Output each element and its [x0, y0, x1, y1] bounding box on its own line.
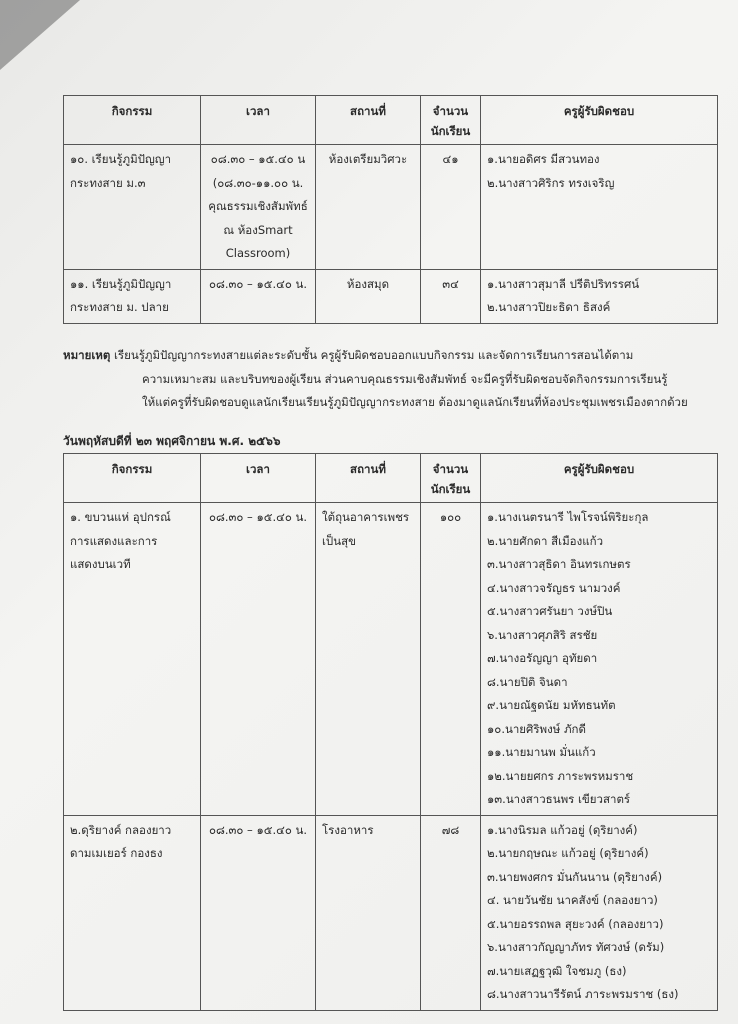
teachers-line: ๖.นางสาวศุภสิริ สรชัย: [487, 627, 598, 642]
column-header: เวลา: [201, 96, 316, 145]
table-row: [64, 503, 718, 816]
column-header: สถานที่: [316, 454, 421, 503]
time-line: Classroom): [225, 246, 291, 260]
teachers-line: ๗.นายเสฏฐวุฒิ ใจชมภู (ธง): [487, 963, 627, 978]
column-header: กิจกรรม: [64, 96, 201, 145]
teachers-line: ๕.นางสาวศรันยา วงษ์ปิน: [487, 604, 613, 618]
activity-cell: [64, 503, 201, 816]
place-cell: [316, 145, 421, 270]
activity-line: กระทงสาย ม.๓: [70, 175, 146, 190]
teachers-line: ๖.นางสาวกัญญาภัทร ทัศวงษ์ (ดรัม): [487, 940, 665, 954]
time-line: ณ ห้องSmart: [223, 222, 293, 237]
teachers-line: ๗.นางอรัญญา อุทัยดา: [487, 651, 598, 665]
column-header: สถานที่: [316, 96, 421, 145]
teachers-line: ๒.นายศักดา สีเมืองแก้ว: [487, 533, 604, 548]
count-cell: ๑๐๐: [421, 503, 481, 816]
teachers-line: ๓.นายพงศกร มั่นกันนาน (ดุริยางค์): [487, 869, 663, 884]
count-cell: ๓๔: [421, 269, 481, 323]
teachers-line: ๑๓.นางสาวธนพร เขียวสาตร์: [487, 792, 631, 806]
schedule-table-2: [63, 453, 718, 1011]
time-line: (๐๘.๓๐-๑๑.๐๐ น.: [212, 175, 304, 190]
count-cell: ๔๑: [421, 145, 481, 270]
teachers-line: ๑๒.นายยศกร ภาระพรหมราช: [487, 768, 634, 783]
teachers-line: ๔. นายวันชัย นาคสังข์ (กลองยาว): [487, 893, 658, 907]
activity-line: ๒.ดุริยางค์ กลองยาว: [70, 822, 172, 837]
place-line: โรงอาหาร: [322, 822, 374, 837]
place-cell: [316, 503, 421, 816]
activity-cell: [64, 815, 201, 1010]
remark-label: หมายเหตุ: [63, 348, 111, 362]
activity-line: ๑๐. เรียนรู้ภูมิปัญญา: [70, 152, 172, 166]
column-header: จำนวน นักเรียน: [421, 454, 481, 503]
schedule-table-1: [63, 95, 718, 324]
remark-line: ให้แต่ครูที่รับผิดชอบดูแลนักเรียนเรียนรู้ภูมิปัญญากระทงสาย ต้องมาดูแลนักเรียนที่ห้องประชุมเพชรเมืองตากด้วย: [142, 395, 688, 409]
activity-line: ๑๑. เรียนรู้ภูมิปัญญา: [70, 276, 172, 291]
header-row: [64, 96, 718, 145]
teachers-line: ๑.นายอดิศร มีสวนทอง: [487, 152, 600, 166]
teachers-line: ๕.นายอรรถพล สุยะวงค์ (กลองยาว): [487, 916, 664, 931]
place-line: เป็นสุข: [322, 533, 356, 548]
teachers-line: ๒.นายกฤษณะ แก้วอยู่ (ดุริยางค์): [487, 846, 649, 860]
teachers-line: ๘.นายปิติ จินดา: [487, 674, 568, 689]
count-cell: ๗๘: [421, 815, 481, 1010]
teachers-line: ๒.นางสาวศิริกร ทรงเจริญ: [487, 175, 615, 190]
teachers-line: ๑๐.นายศิริพงษ์ ภักดี: [487, 721, 586, 736]
activity-line: ๑. ขบวนแห่ อุปกรณ์: [70, 510, 171, 524]
column-header: กิจกรรม: [64, 454, 201, 503]
time-line: คุณธรรมเชิงสัมพัทธ์: [208, 199, 308, 213]
place-line: ห้องเตรียมวิศวะ: [328, 152, 408, 166]
column-header: ครูผู้รับผิดชอบ: [481, 454, 718, 503]
teachers-line: ๒.นางสาวปิยะธิดา ธิสงค์: [487, 300, 611, 314]
teachers-line: ๑.นางเนตรนารี ไพโรจน์พิริยะกุล: [487, 510, 649, 524]
teachers-line: ๘.นางสาวนารีรัตน์ ภาระพรมราช (ธง): [487, 987, 679, 1001]
activity-cell: [64, 145, 201, 270]
activity-line: แสดงบนเวที: [70, 557, 131, 571]
activity-line: กระทงสาย ม. ปลาย: [70, 300, 169, 314]
teachers-line: ๙.นายณัฐดนัย มหัทธนทัต: [487, 698, 616, 712]
teachers-line: ๑๑.นายมานพ มั่นแก้ว: [487, 745, 596, 759]
time-line: ๐๘.๓๐ – ๑๕.๔๐ น.: [208, 510, 308, 524]
place-line: ใต้ถุนอาคารเพชร: [322, 510, 410, 524]
place-line: ห้องสมุด: [346, 276, 390, 291]
time-cell: [201, 269, 316, 323]
remark-line: เรียนรู้ภูมิปัญญากระทงสายแต่ละระดับชั้น ครูผู้รับผิดชอบออกแบบกิจกรรม และจัดการเรียนการสอนได้ตาม: [114, 348, 634, 362]
column-header: เวลา: [201, 454, 316, 503]
teachers-line: ๑.นางสาวสุมาลี ปรีติปริทรรศน์: [487, 276, 640, 291]
time-cell: [201, 815, 316, 1010]
place-cell: [316, 269, 421, 323]
place-cell: [316, 815, 421, 1010]
teachers-cell: [481, 815, 718, 1010]
time-line: ๐๘.๓๐ – ๑๕.๔๐ น.: [208, 822, 308, 837]
remark-line: ความเหมาะสม และบริบทของผู้เรียน ส่วนคาบคุณธรรมเชิงสัมพัทธ์ จะมีครูที่รับผิดชอบจัดกิจกรรมการเรียนรู้: [142, 371, 668, 386]
column-header: จำนวน นักเรียน: [421, 96, 481, 145]
remark: [63, 344, 723, 415]
teachers-line: ๔.นางสาวจรัญธร นามวงค์: [487, 580, 621, 595]
date-heading: วันพฤหัสบดีที่ ๒๓ พฤศจิกายน พ.ศ. ๒๕๖๖: [63, 434, 281, 448]
time-line: ๐๘.๓๐ – ๑๕.๔๐ น: [210, 152, 306, 166]
table-row: [64, 815, 718, 1010]
table-row: [64, 145, 718, 270]
activity-line: ดามเมเยอร์ กองธง: [70, 846, 163, 860]
scan-shadow: [0, 0, 80, 70]
time-line: ๐๘.๓๐ – ๑๕.๔๐ น.: [208, 276, 308, 291]
teachers-cell: [481, 269, 718, 323]
teachers-line: ๓.นางสาวสุธิดา อินทรเกษตร: [487, 557, 631, 571]
column-header: ครูผู้รับผิดชอบ: [481, 96, 718, 145]
activity-line: การแสดงและการ: [70, 533, 158, 548]
header-row: [64, 454, 718, 503]
time-cell: [201, 145, 316, 270]
time-cell: [201, 503, 316, 816]
table-row: [64, 269, 718, 323]
activity-cell: [64, 269, 201, 323]
teachers-cell: [481, 503, 718, 816]
teachers-cell: [481, 145, 718, 270]
teachers-line: ๑.นางนิรมล แก้วอยู่ (ดุริยางค์): [487, 822, 638, 837]
